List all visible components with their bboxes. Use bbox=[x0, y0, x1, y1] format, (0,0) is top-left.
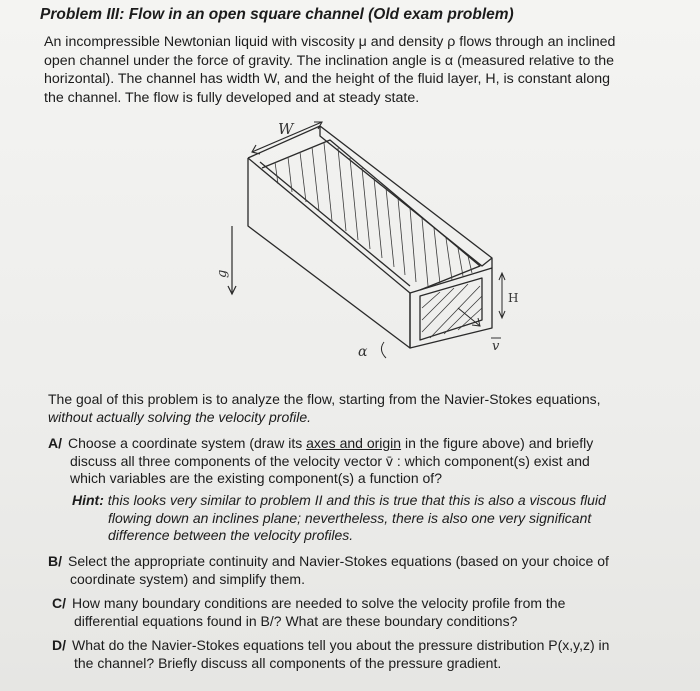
statement-line: An incompressible Newtonian liquid with viscosity μ and density ρ flows through an inclined bbox=[44, 34, 616, 50]
question-c-text: How many boundary conditions are needed to solve the velocity profile from the bbox=[72, 595, 566, 611]
question-b bbox=[48, 553, 638, 588]
question-b-line: coordinate system) and simplify them. bbox=[70, 570, 305, 587]
question-a-line: discuss all three components of the velocity vector v̄ : which component(s) exist and bbox=[70, 452, 590, 469]
question-b-text: Select the appropriate continuity and Navier-Stokes equations (based on your choice of bbox=[68, 553, 609, 569]
statement-line: open channel under the force of gravity. The inclination angle is α (measured relative to the bbox=[44, 52, 614, 69]
hint-block bbox=[72, 492, 632, 545]
label-gravity: g bbox=[215, 269, 230, 278]
fluid-surface bbox=[262, 140, 480, 290]
question-a-text: in the figure above) and briefly bbox=[401, 435, 594, 451]
hint-text: this looks very similar to problem II and this is true that this is also a viscous fluid bbox=[103, 492, 606, 508]
goal-line: The goal of this problem is to analyze the flow, starting from the Navier-Stokes equations, bbox=[48, 391, 601, 407]
channel-left-wall-top bbox=[248, 158, 410, 293]
hint-line: difference between the velocity profiles. bbox=[108, 527, 354, 543]
problem-goal bbox=[48, 391, 658, 426]
channel-left-wall-inner bbox=[260, 162, 410, 286]
question-a bbox=[48, 435, 638, 488]
question-a-underlined: axes and origin bbox=[306, 435, 402, 451]
channel-right-wall bbox=[320, 126, 492, 266]
label-alpha: α bbox=[358, 344, 368, 360]
inclination-angle-arc bbox=[381, 342, 386, 358]
hint-label: Hint: bbox=[72, 492, 104, 508]
label-width: W bbox=[278, 120, 294, 138]
question-d-text: What do the Navier-Stokes equations tell you about the pressure distribution P(x,y,z) in bbox=[72, 637, 610, 653]
problem-statement bbox=[44, 33, 664, 107]
question-c-label: C/ bbox=[52, 595, 66, 611]
fluid-hatching bbox=[275, 143, 472, 286]
question-d-line: the channel? Briefly discuss all components of the pressure gradient. bbox=[74, 654, 502, 671]
question-a-label: A/ bbox=[48, 435, 62, 451]
goal-line: without actually solving the velocity profile. bbox=[48, 408, 312, 425]
label-velocity: v bbox=[492, 339, 500, 354]
hint-line: flowing down an inclines plane; nevertheless, there is also one very significant bbox=[108, 509, 592, 526]
question-d-label: D/ bbox=[52, 637, 66, 653]
statement-line: horizontal). The channel has width W, and the height of the fluid layer, H, is constant along bbox=[44, 71, 611, 87]
question-d bbox=[52, 637, 642, 672]
problem-title: Problem III: Flow in an open square channel (Old exam problem) bbox=[40, 6, 514, 23]
statement-line: the channel. The flow is fully developed and at steady state. bbox=[44, 89, 420, 106]
question-a-line: which variables are the existing component(s) a function of? bbox=[70, 470, 442, 486]
question-a-text: Choose a coordinate system (draw its bbox=[68, 435, 307, 451]
label-height: H bbox=[508, 291, 519, 305]
question-b-label: B/ bbox=[48, 553, 62, 569]
question-c-line: differential equations found in B/? What are these boundary conditions? bbox=[74, 612, 518, 629]
question-c bbox=[52, 595, 642, 630]
channel-figure bbox=[200, 118, 530, 376]
